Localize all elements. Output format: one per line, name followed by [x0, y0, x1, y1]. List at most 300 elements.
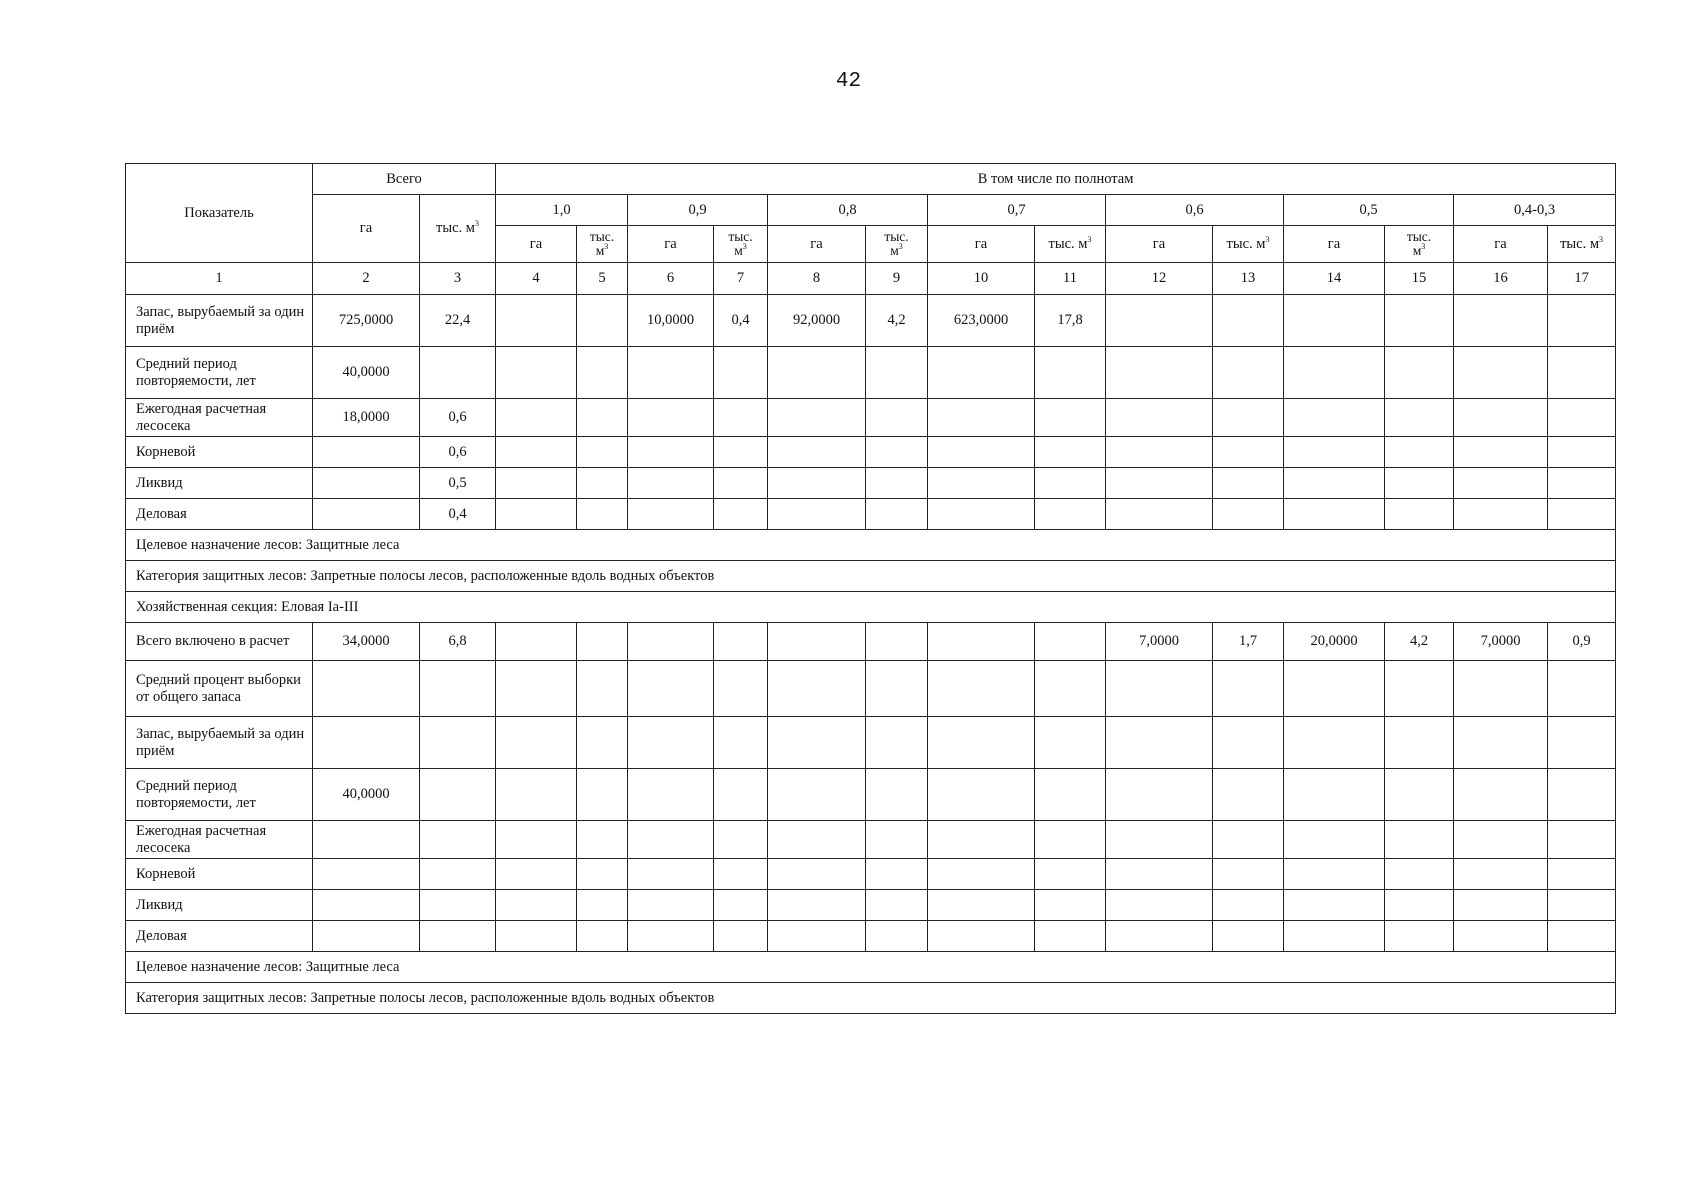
table-cell: 20,0000 — [1284, 623, 1385, 661]
table-cell — [496, 468, 577, 499]
table-cell — [714, 821, 768, 859]
table-cell — [628, 623, 714, 661]
column-number: 3 — [420, 263, 496, 295]
table-cell — [1548, 859, 1616, 890]
table-cell — [866, 468, 928, 499]
column-number: 15 — [1385, 263, 1454, 295]
table-cell: 0,4 — [714, 295, 768, 347]
table-cell — [1548, 921, 1616, 952]
table-row — [126, 859, 1616, 890]
table-cell — [714, 347, 768, 399]
table-cell — [1035, 717, 1106, 769]
row-label: Ежегодная расчетная лесосека — [126, 399, 313, 437]
table-cell — [1213, 717, 1284, 769]
table-cell: 40,0000 — [313, 769, 420, 821]
table-cell — [496, 821, 577, 859]
table-cell — [496, 661, 577, 717]
table-cell — [628, 661, 714, 717]
table-cell — [714, 623, 768, 661]
column-number: 1 — [126, 263, 313, 295]
unit-tys-header: тыс. $м^3$ — [577, 226, 628, 263]
column-number: 14 — [1284, 263, 1385, 295]
table-cell — [866, 921, 928, 952]
table-cell — [866, 821, 928, 859]
allowable-cut-table — [125, 163, 1616, 1014]
table-cell — [866, 769, 928, 821]
table-cell — [1035, 399, 1106, 437]
table-cell: 34,0000 — [313, 623, 420, 661]
table-cell — [577, 661, 628, 717]
table-cell — [768, 717, 866, 769]
table-cell — [714, 717, 768, 769]
table-cell — [1385, 499, 1454, 530]
table-cell — [496, 769, 577, 821]
row-label: Ликвид — [126, 890, 313, 921]
row-label: Деловая — [126, 921, 313, 952]
table-cell: 1,7 — [1213, 623, 1284, 661]
column-number: 10 — [928, 263, 1035, 295]
table-cell — [1284, 821, 1385, 859]
unit-tys-header: тыс. $м^3$ — [714, 226, 768, 263]
table-cell — [768, 890, 866, 921]
section-row — [126, 952, 1616, 983]
table-cell — [768, 661, 866, 717]
table-cell — [1454, 821, 1548, 859]
table-row — [126, 890, 1616, 921]
table-cell — [420, 347, 496, 399]
table-cell — [1548, 661, 1616, 717]
table-cell — [928, 623, 1035, 661]
table-cell — [1385, 661, 1454, 717]
table-cell — [420, 859, 496, 890]
table-cell — [577, 921, 628, 952]
table-cell — [1284, 717, 1385, 769]
table-cell — [1548, 399, 1616, 437]
section-row — [126, 561, 1616, 592]
table-cell: 7,0000 — [1454, 623, 1548, 661]
table-cell — [1385, 717, 1454, 769]
table-cell — [768, 499, 866, 530]
table-cell — [1106, 399, 1213, 437]
row-label: Ликвид — [126, 468, 313, 499]
density-group-header: 0,9 — [628, 195, 768, 226]
table-cell — [1385, 295, 1454, 347]
table-cell — [1454, 859, 1548, 890]
table-cell — [313, 859, 420, 890]
table-cell — [1106, 717, 1213, 769]
table-cell — [313, 661, 420, 717]
row-label: Корневой — [126, 437, 313, 468]
table-cell — [1213, 821, 1284, 859]
table-cell — [1385, 347, 1454, 399]
table-cell — [714, 499, 768, 530]
table-cell: 623,0000 — [928, 295, 1035, 347]
unit-ga-header: га — [1454, 226, 1548, 263]
table-cell: 0,5 — [420, 468, 496, 499]
table-cell — [1284, 295, 1385, 347]
table-cell — [577, 821, 628, 859]
column-number: 16 — [1454, 263, 1548, 295]
table-cell — [628, 399, 714, 437]
table-cell — [628, 499, 714, 530]
table-cell — [866, 499, 928, 530]
table-cell — [1454, 890, 1548, 921]
column-number: 17 — [1548, 263, 1616, 295]
table-cell — [768, 821, 866, 859]
column-number: 6 — [628, 263, 714, 295]
unit-ga-header: га — [768, 226, 866, 263]
table-cell — [928, 890, 1035, 921]
table-cell — [1454, 921, 1548, 952]
header-total-tys: тыс. $м^3$ — [420, 195, 496, 263]
table-cell: 92,0000 — [768, 295, 866, 347]
section-row — [126, 530, 1616, 561]
unit-tys-header: тыс. $м^3$ — [866, 226, 928, 263]
table-cell — [1548, 717, 1616, 769]
table-cell — [1385, 859, 1454, 890]
table-cell: 7,0000 — [1106, 623, 1213, 661]
table-row — [126, 437, 1616, 468]
row-label: Средний период повторяемости, лет — [126, 769, 313, 821]
table-cell: 4,2 — [1385, 623, 1454, 661]
table-cell — [1385, 437, 1454, 468]
density-group-header: 0,8 — [768, 195, 928, 226]
row-label: Средний процент выборки от общего запаса — [126, 661, 313, 717]
table-cell — [1106, 468, 1213, 499]
table-cell — [420, 661, 496, 717]
table-cell — [1213, 921, 1284, 952]
row-label: Запас, вырубаемый за один приём — [126, 717, 313, 769]
table-cell — [628, 890, 714, 921]
table-cell — [420, 821, 496, 859]
row-label: Средний период повторяемости, лет — [126, 347, 313, 399]
table-cell — [313, 717, 420, 769]
table-cell — [1213, 347, 1284, 399]
table-row — [126, 921, 1616, 952]
table-cell — [1035, 769, 1106, 821]
table-cell — [496, 437, 577, 468]
table-cell — [1035, 661, 1106, 717]
table-cell — [496, 295, 577, 347]
unit-ga-header: га — [628, 226, 714, 263]
table-cell — [1284, 499, 1385, 530]
table-row — [126, 821, 1616, 859]
table-cell — [420, 890, 496, 921]
table-cell — [1284, 859, 1385, 890]
table-cell — [577, 295, 628, 347]
table-cell — [928, 468, 1035, 499]
section-label: Категория защитных лесов: Запретные полосы лесов, расположенные вдоль водных объектов — [126, 561, 1616, 592]
table-cell: 4,2 — [866, 295, 928, 347]
table-cell — [1106, 437, 1213, 468]
column-number: 7 — [714, 263, 768, 295]
table-cell — [496, 347, 577, 399]
table-cell — [768, 347, 866, 399]
table-cell — [1213, 769, 1284, 821]
table-cell — [628, 347, 714, 399]
column-number: 11 — [1035, 263, 1106, 295]
unit-ga-header: га — [496, 226, 577, 263]
table-cell — [928, 499, 1035, 530]
table-cell — [496, 890, 577, 921]
table-cell — [1385, 769, 1454, 821]
section-label: Целевое назначение лесов: Защитные леса — [126, 952, 1616, 983]
row-label: Деловая — [126, 499, 313, 530]
density-group-header: 0,6 — [1106, 195, 1284, 226]
table-cell: 0,4 — [420, 499, 496, 530]
table-cell — [768, 468, 866, 499]
table-cell — [714, 859, 768, 890]
table-cell — [577, 623, 628, 661]
column-number: 13 — [1213, 263, 1284, 295]
table-cell — [928, 921, 1035, 952]
table-cell — [1284, 347, 1385, 399]
table-cell — [1035, 499, 1106, 530]
table-cell — [866, 859, 928, 890]
table-cell — [628, 859, 714, 890]
table-row — [126, 499, 1616, 530]
table-cell — [1385, 821, 1454, 859]
page-number: 42 — [835, 70, 862, 93]
unit-ga-header: га — [1284, 226, 1385, 263]
table-cell — [1213, 499, 1284, 530]
table-cell — [313, 890, 420, 921]
table-cell — [628, 717, 714, 769]
table-cell — [1035, 347, 1106, 399]
unit-ga-header: га — [1106, 226, 1213, 263]
column-number: 9 — [866, 263, 928, 295]
table-cell — [577, 437, 628, 468]
table-cell — [313, 499, 420, 530]
section-label: Хозяйственная секция: Еловая Ia-III — [126, 592, 1616, 623]
table-cell — [714, 890, 768, 921]
table-cell — [1106, 661, 1213, 717]
header-including: В том числе по полнотам — [496, 164, 1616, 195]
column-number: 2 — [313, 263, 420, 295]
table-cell — [928, 661, 1035, 717]
table-cell: 0,6 — [420, 437, 496, 468]
table-cell — [1035, 623, 1106, 661]
table-cell — [1454, 769, 1548, 821]
table-cell: 6,8 — [420, 623, 496, 661]
column-number: 5 — [577, 263, 628, 295]
table-cell — [496, 859, 577, 890]
table-cell — [768, 437, 866, 468]
density-group-header: 0,7 — [928, 195, 1106, 226]
row-label: Запас, вырубаемый за один приём — [126, 295, 313, 347]
table-cell — [928, 769, 1035, 821]
header-total-ga: га — [313, 195, 420, 263]
table-cell — [577, 399, 628, 437]
table-cell — [1213, 437, 1284, 468]
table-cell — [1035, 921, 1106, 952]
table-row — [126, 399, 1616, 437]
table-cell — [1035, 890, 1106, 921]
table-cell — [866, 347, 928, 399]
table-cell — [628, 437, 714, 468]
table-cell — [1106, 499, 1213, 530]
section-row — [126, 983, 1616, 1014]
table-cell — [420, 769, 496, 821]
table-cell — [714, 661, 768, 717]
table-cell — [1548, 437, 1616, 468]
table-cell — [1106, 295, 1213, 347]
table-cell — [928, 859, 1035, 890]
table-cell — [420, 921, 496, 952]
table-cell — [577, 347, 628, 399]
table-cell — [714, 399, 768, 437]
table-row — [126, 347, 1616, 399]
table-cell — [714, 437, 768, 468]
table-cell — [768, 769, 866, 821]
table-cell — [1213, 399, 1284, 437]
table-cell — [768, 399, 866, 437]
table-cell — [1548, 468, 1616, 499]
table-cell — [1454, 399, 1548, 437]
table-cell — [1213, 661, 1284, 717]
unit-tys-header: тыс. $м^3$ — [1548, 226, 1616, 263]
table-row — [126, 295, 1616, 347]
table-cell — [928, 399, 1035, 437]
table-cell — [1284, 468, 1385, 499]
table-cell — [1106, 890, 1213, 921]
table-cell — [1385, 399, 1454, 437]
table-cell — [1106, 821, 1213, 859]
table-cell — [1106, 347, 1213, 399]
table-cell — [1385, 921, 1454, 952]
section-row — [126, 592, 1616, 623]
table-cell — [714, 921, 768, 952]
table-cell — [1035, 859, 1106, 890]
table-cell — [1548, 499, 1616, 530]
table-cell — [1035, 821, 1106, 859]
table-cell — [313, 468, 420, 499]
table-cell — [496, 399, 577, 437]
table-cell — [496, 623, 577, 661]
table-cell — [628, 769, 714, 821]
table-cell — [1454, 499, 1548, 530]
table-cell — [1385, 890, 1454, 921]
table-cell — [1454, 295, 1548, 347]
table-cell — [1284, 661, 1385, 717]
table-cell — [1385, 468, 1454, 499]
table-cell — [1213, 859, 1284, 890]
table-row — [126, 468, 1616, 499]
table-cell — [1284, 437, 1385, 468]
table-cell — [313, 437, 420, 468]
table-cell — [577, 717, 628, 769]
table-cell — [866, 399, 928, 437]
table-cell: 0,6 — [420, 399, 496, 437]
table-cell — [866, 623, 928, 661]
table-cell — [1213, 295, 1284, 347]
table-cell — [1454, 717, 1548, 769]
table-cell — [1454, 661, 1548, 717]
table-cell — [1548, 821, 1616, 859]
unit-tys-header: тыс. $м^3$ — [1035, 226, 1106, 263]
column-number: 4 — [496, 263, 577, 295]
table-cell — [714, 769, 768, 821]
table-cell — [577, 468, 628, 499]
table-cell — [577, 890, 628, 921]
table-cell — [1213, 890, 1284, 921]
column-number: 8 — [768, 263, 866, 295]
table-cell — [1284, 921, 1385, 952]
table-cell — [928, 347, 1035, 399]
table-cell — [313, 921, 420, 952]
table-cell — [1213, 468, 1284, 499]
table-cell — [1548, 769, 1616, 821]
header-indicator: Показатель — [126, 164, 313, 263]
row-label: Ежегодная расчетная лесосека — [126, 821, 313, 859]
row-label: Всего включено в расчет — [126, 623, 313, 661]
table-cell — [496, 717, 577, 769]
table-cell — [768, 623, 866, 661]
table-cell — [628, 468, 714, 499]
density-group-header: 0,4-0,3 — [1454, 195, 1616, 226]
unit-tys-header: тыс. $м^3$ — [1213, 226, 1284, 263]
table-cell — [1548, 347, 1616, 399]
table-cell — [420, 717, 496, 769]
table-cell — [628, 921, 714, 952]
table-cell — [1106, 859, 1213, 890]
table-cell — [1548, 890, 1616, 921]
table-cell — [928, 821, 1035, 859]
table-cell — [866, 890, 928, 921]
table-cell — [1035, 468, 1106, 499]
table-cell — [496, 499, 577, 530]
table-cell — [577, 499, 628, 530]
table-cell: 725,0000 — [313, 295, 420, 347]
table-cell: 10,0000 — [628, 295, 714, 347]
table-row — [126, 769, 1616, 821]
table-cell: 0,9 — [1548, 623, 1616, 661]
table-cell — [1106, 921, 1213, 952]
table-cell — [866, 661, 928, 717]
table-cell — [1284, 890, 1385, 921]
table-cell: 22,4 — [420, 295, 496, 347]
table-cell — [1454, 468, 1548, 499]
table-cell — [1548, 295, 1616, 347]
table-cell — [928, 437, 1035, 468]
table-cell — [1035, 437, 1106, 468]
density-group-header: 1,0 — [496, 195, 628, 226]
table-cell — [1106, 769, 1213, 821]
table-row — [126, 661, 1616, 717]
table-cell — [768, 859, 866, 890]
header-total: Всего — [313, 164, 496, 195]
table-cell — [1454, 347, 1548, 399]
column-number: 12 — [1106, 263, 1213, 295]
table-cell — [577, 769, 628, 821]
table-cell: 40,0000 — [313, 347, 420, 399]
table-row — [126, 623, 1616, 661]
table-cell — [313, 821, 420, 859]
table-cell: 18,0000 — [313, 399, 420, 437]
table-cell — [628, 821, 714, 859]
table-cell — [768, 921, 866, 952]
table-cell — [714, 468, 768, 499]
section-label: Целевое назначение лесов: Защитные леса — [126, 530, 1616, 561]
row-label: Корневой — [126, 859, 313, 890]
table-cell — [1284, 769, 1385, 821]
table-cell — [866, 437, 928, 468]
table-cell — [577, 859, 628, 890]
section-label: Категория защитных лесов: Запретные полосы лесов, расположенные вдоль водных объектов — [126, 983, 1616, 1014]
table-cell — [928, 717, 1035, 769]
density-group-header: 0,5 — [1284, 195, 1454, 226]
unit-ga-header: га — [928, 226, 1035, 263]
